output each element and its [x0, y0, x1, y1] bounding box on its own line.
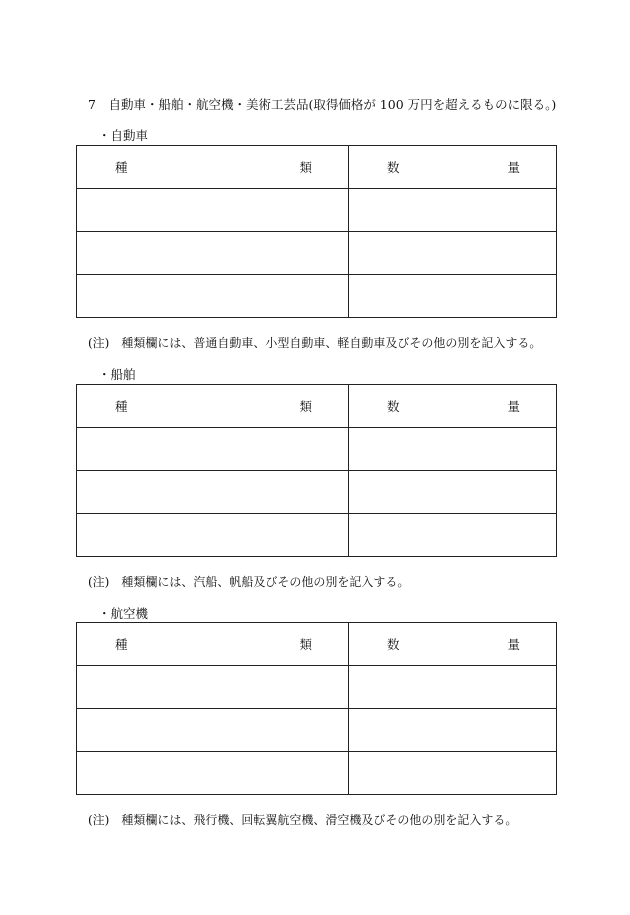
quantity-header: 数 量 [349, 385, 557, 428]
quantity-cell[interactable] [349, 189, 557, 232]
table-row [77, 428, 557, 471]
kind-cell[interactable] [77, 275, 349, 318]
table-row [77, 471, 557, 514]
table-row [77, 752, 557, 795]
quantity-cell[interactable] [349, 709, 557, 752]
quantity-cell[interactable] [349, 514, 557, 557]
quantity-cell[interactable] [349, 428, 557, 471]
kind-header: 種 類 [77, 623, 349, 666]
ship-note: (注) 種類欄には、汽船、帆船及びその他の別を記入する。 [88, 575, 410, 589]
quantity-cell[interactable] [349, 752, 557, 795]
aircraft-note: (注) 種類欄には、飛行機、回転翼航空機、滑空機及びその他の別を記入する。 [88, 813, 518, 827]
table-header-row [77, 146, 557, 189]
table-header-row [77, 385, 557, 428]
automobile-note: (注) 種類欄には、普通自動車、小型自動車、軽自動車及びその他の別を記入する。 [88, 336, 542, 350]
table-row [77, 189, 557, 232]
table-row [77, 275, 557, 318]
kind-cell[interactable] [77, 752, 349, 795]
ship-label: ・船舶 [98, 367, 136, 382]
table-row [77, 666, 557, 709]
kind-header: 種 類 [77, 385, 349, 428]
table-row [77, 514, 557, 557]
table-header-row [77, 623, 557, 666]
kind-cell[interactable] [77, 471, 349, 514]
kind-cell[interactable] [77, 428, 349, 471]
aircraft-label: ・航空機 [98, 606, 149, 621]
quantity-cell[interactable] [349, 471, 557, 514]
kind-cell[interactable] [77, 709, 349, 752]
quantity-cell[interactable] [349, 666, 557, 709]
kind-cell[interactable] [77, 666, 349, 709]
kind-header: 種 類 [77, 146, 349, 189]
quantity-header: 数 量 [349, 623, 557, 666]
table-row [77, 709, 557, 752]
table-row [77, 232, 557, 275]
kind-cell[interactable] [77, 232, 349, 275]
quantity-header: 数 量 [349, 146, 557, 189]
aircraft-table [76, 622, 557, 795]
automobile-table [76, 145, 557, 318]
section-heading: 7 自動車・船舶・航空機・美術工芸品(取得価格が 100 万円を超えるものに限る。) [88, 97, 557, 112]
quantity-cell[interactable] [349, 275, 557, 318]
ship-table [76, 384, 557, 557]
automobile-label: ・自動車 [98, 128, 149, 143]
kind-cell[interactable] [77, 189, 349, 232]
kind-cell[interactable] [77, 514, 349, 557]
quantity-cell[interactable] [349, 232, 557, 275]
